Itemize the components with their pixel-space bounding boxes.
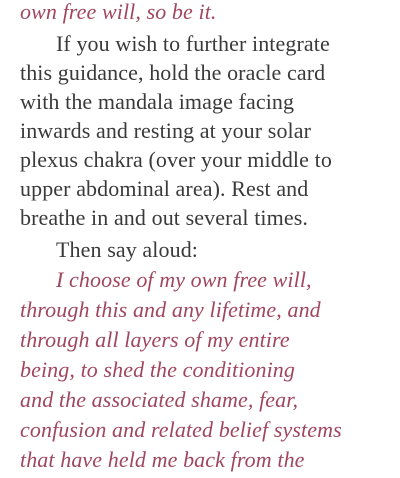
affirmation-line-2: through this and any lifetime, and bbox=[20, 297, 321, 322]
paragraph-line-4: inwards and resting at your solar bbox=[20, 118, 312, 143]
italic-line-1: own free will, so be it. bbox=[20, 0, 217, 24]
paragraph-line-7: breathe in and out several times. bbox=[20, 205, 308, 230]
say-aloud-line: Then say aloud: bbox=[56, 237, 199, 262]
paragraph-line-6: upper abdominal area). Rest and bbox=[20, 176, 309, 201]
paragraph-line-1: If you wish to further integrate bbox=[56, 31, 330, 56]
affirmation-line-7: that have held me back from the bbox=[20, 447, 305, 472]
affirmation-line-4: being, to shed the conditioning bbox=[20, 357, 296, 382]
paragraph-line-2: this guidance, hold the oracle card bbox=[20, 60, 326, 85]
paragraph-line-3: with the mandala image facing bbox=[20, 89, 295, 114]
affirmation-line-5: and the associated shame, fear, bbox=[20, 387, 299, 412]
affirmation-line-6: confusion and related belief systems bbox=[20, 417, 342, 442]
paragraph-line-5: plexus chakra (over your middle to bbox=[20, 147, 332, 172]
affirmation-line-1: I choose of my own free will, bbox=[56, 267, 312, 292]
affirmation-line-3: through all layers of my entire bbox=[20, 327, 290, 352]
